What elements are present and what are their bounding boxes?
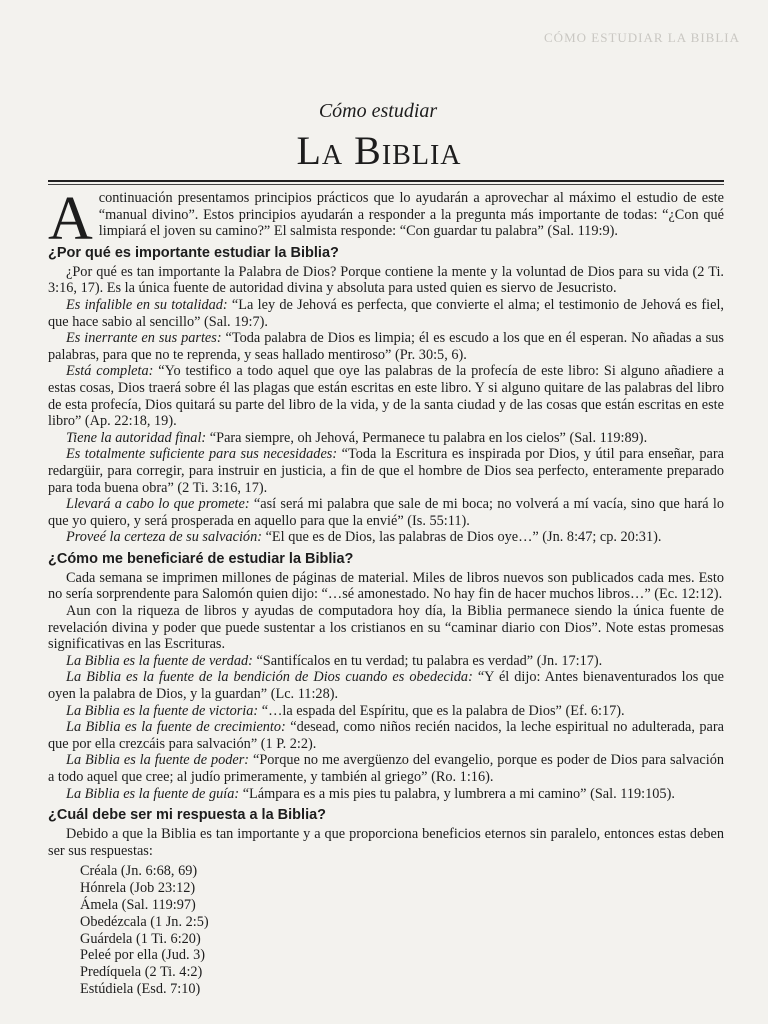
point-paragraph <box>48 786 724 803</box>
point-paragraph <box>48 430 724 447</box>
list-item: Estúdiela (Esd. 7:10) <box>80 980 201 997</box>
point-paragraph <box>48 297 724 330</box>
list-item: Guárdela (1 Ti. 6:20) <box>80 930 201 947</box>
list-item: Peleé por ella (Jud. 3) <box>80 947 206 964</box>
response-list <box>80 863 724 997</box>
point-lead: Es totalmente suficiente para sus necesidades: <box>66 446 338 463</box>
point-lead: La Biblia es la fuente de poder: <box>66 752 250 769</box>
point-text: “…la espada del Espíritu, que es la palabra de Dios” (Ef. 6:17). <box>258 702 625 719</box>
title-rule-thin <box>48 184 724 185</box>
point-lead: Proveé la certeza de su salvación: <box>66 529 262 546</box>
point-text: “Porque no me avergüenzo del evangelio, porque es poder de Dios para salvación a todo aquel que cree; al judío primeramente, y también al griego” (Ro. 1:16). <box>48 752 724 785</box>
article-body <box>48 185 724 998</box>
point-text: “desead, como niños recién nacidos, la leche espiritual no adulterada, para que por ella crezcáis para salvación” (1 P. 2:2). <box>48 719 724 752</box>
list-item: Obedézcala (1 Jn. 2:5) <box>80 913 209 930</box>
point-text: “La ley de Jehová es perfecta, que convierte el alma; el testimonio de Jehová es fiel, que hace sabio al sencillo” (Sal. 19:7). <box>48 296 724 330</box>
title-rule <box>48 180 724 182</box>
paragraph: Aun con la riqueza de libros y ayudas de computadora hoy día, la Biblia permanece siendo la única fuente de revelación divina y poder que puede sustentar a los cristianos en su “caminar diario con Dios”. Note estas promesas significativas en las Escrituras. <box>48 603 724 653</box>
point-paragraph <box>48 446 724 496</box>
point-paragraph <box>48 669 724 702</box>
point-text: “Para siempre, oh Jehová, Permanece tu palabra en los cielos” (Sal. 119:89). <box>206 429 648 446</box>
list-item: Hónrela (Job 23:12) <box>80 880 196 897</box>
point-text: “El que es de Dios, las palabras de Dios oye…” (Jn. 8:47; cp. 20:31). <box>262 529 662 546</box>
intro-text: continuación presentamos principios prácticos que lo ayudarán a aprovechar al máximo el estudio de este “manual divino”. Estos principios ayudarán a responder a la pregunta más importante de todas: “¿Con qué limpiará el joven su camino?” El salmista responde: “Con guardar tu palabra” (Sal. 119:9). <box>98 190 724 240</box>
point-paragraph <box>48 653 724 670</box>
point-lead: La Biblia es la fuente de la bendición de Dios cuando es obedecida: <box>66 669 473 686</box>
point-text: “Toda palabra de Dios es limpia; él es escudo a los que en él esperan. No añadas a sus palabras, para que no te reprenda, y seas hallado mentiroso” (Pr. 30:5, 6). <box>48 330 724 363</box>
drop-cap: A <box>48 185 93 253</box>
point-paragraph <box>48 529 724 546</box>
point-lead: La Biblia es la fuente de victoria: <box>66 702 259 719</box>
point-paragraph <box>48 703 724 720</box>
point-paragraph <box>48 496 724 529</box>
point-paragraph <box>48 330 724 363</box>
point-lead: Llevará a cabo lo que promete: <box>66 496 250 513</box>
point-lead: La Biblia es la fuente de crecimiento: <box>66 719 286 736</box>
point-text: “Santifícalos en tu verdad; tu palabra es verdad” (Jn. 17:17). <box>252 652 603 669</box>
point-paragraph <box>48 752 724 785</box>
point-lead: Está completa: <box>66 363 154 380</box>
point-text: “Yo testifico a todo aquel que oye las palabras de la profecía de este libro: Si alguno añadiere a estas cosas, Dios traerá sobre él las plagas que están escritas en este libro. Y si alguno quitare de las palabras del libro de esta profecía, Dios quitará su parte del libro de la vida, y de la santa ciudad y de las cosas que están escritas en este libro” (Ap. 22:18, 19). <box>48 363 724 430</box>
point-text: “Lámpara es a mis pies tu palabra, y lumbrera a mi camino” (Sal. 119:105). <box>239 785 675 802</box>
paragraph: Cada semana se imprimen millones de páginas de material. Miles de libros nuevos son publicados cada mes. Esto no sería sorprendente para Salomón quien dijo: “…sé amonestado. No hay fin de hacer muchos libros…” (Ec. 12:12). <box>48 569 724 603</box>
bleed-through-header: CÓMO ESTUDIAR LA BIBLIA <box>544 30 740 45</box>
point-paragraph <box>48 719 724 752</box>
point-lead: Es infalible en su totalidad: <box>66 296 228 313</box>
point-lead: Es inerrante en sus partes: <box>66 330 222 347</box>
section-heading-response: ¿Cuál debe ser mi respuesta a la Biblia? <box>48 807 327 824</box>
point-lead: La Biblia es la fuente de guía: <box>66 785 240 802</box>
list-item: Créala (Jn. 6:68, 69) <box>80 863 198 880</box>
section-heading-why: ¿Por qué es importante estudiar la Biblia? <box>48 244 339 261</box>
section-heading-benefit: ¿Cómo me beneficiaré de estudiar la Biblia? <box>48 550 354 567</box>
point-lead: Tiene la autoridad final: <box>66 429 207 446</box>
paragraph: ¿Por qué es tan importante la Palabra de Dios? Porque contiene la mente y la voluntad de Dios para su vida (2 Ti. 3:16, 17). Es la única fuente de autoridad divina y absoluta para usted quien es siervo de Jesucristo. <box>48 263 724 297</box>
point-text: “así será mi palabra que sale de mi boca; no volverá a mí vacía, sino que hará lo que yo quiero, y será prosperada en aquello para que la envié” (Is. 55:11). <box>48 496 724 529</box>
point-paragraph <box>48 363 724 429</box>
page-title: La Biblia <box>296 128 462 173</box>
paragraph: Debido a que la Biblia es tan importante y a que proporciona beneficios eternos sin paralelo, entonces estas deben ser sus respuestas: <box>48 826 724 859</box>
point-lead: La Biblia es la fuente de verdad: <box>66 652 253 669</box>
list-item: Predíquela (2 Ti. 4:2) <box>80 964 203 981</box>
list-item: Ámela (Sal. 119:97) <box>80 896 196 913</box>
page-subtitle: Cómo estudiar <box>318 100 438 122</box>
point-text: “Toda la Escritura es inspirada por Dios, y útil para enseñar, para redargüir, para corregir, para instruir en justicia, a fin de que el hombre de Dios sea perfecto, enteramente preparado para toda buena obra” (2 Ti. 3:16, 17). <box>48 446 724 496</box>
title-block <box>0 100 768 174</box>
point-text: “Y él dijo: Antes bienaventurados los que oyen la palabra de Dios, y la guardan” (Lc. 11:28). <box>48 669 724 703</box>
